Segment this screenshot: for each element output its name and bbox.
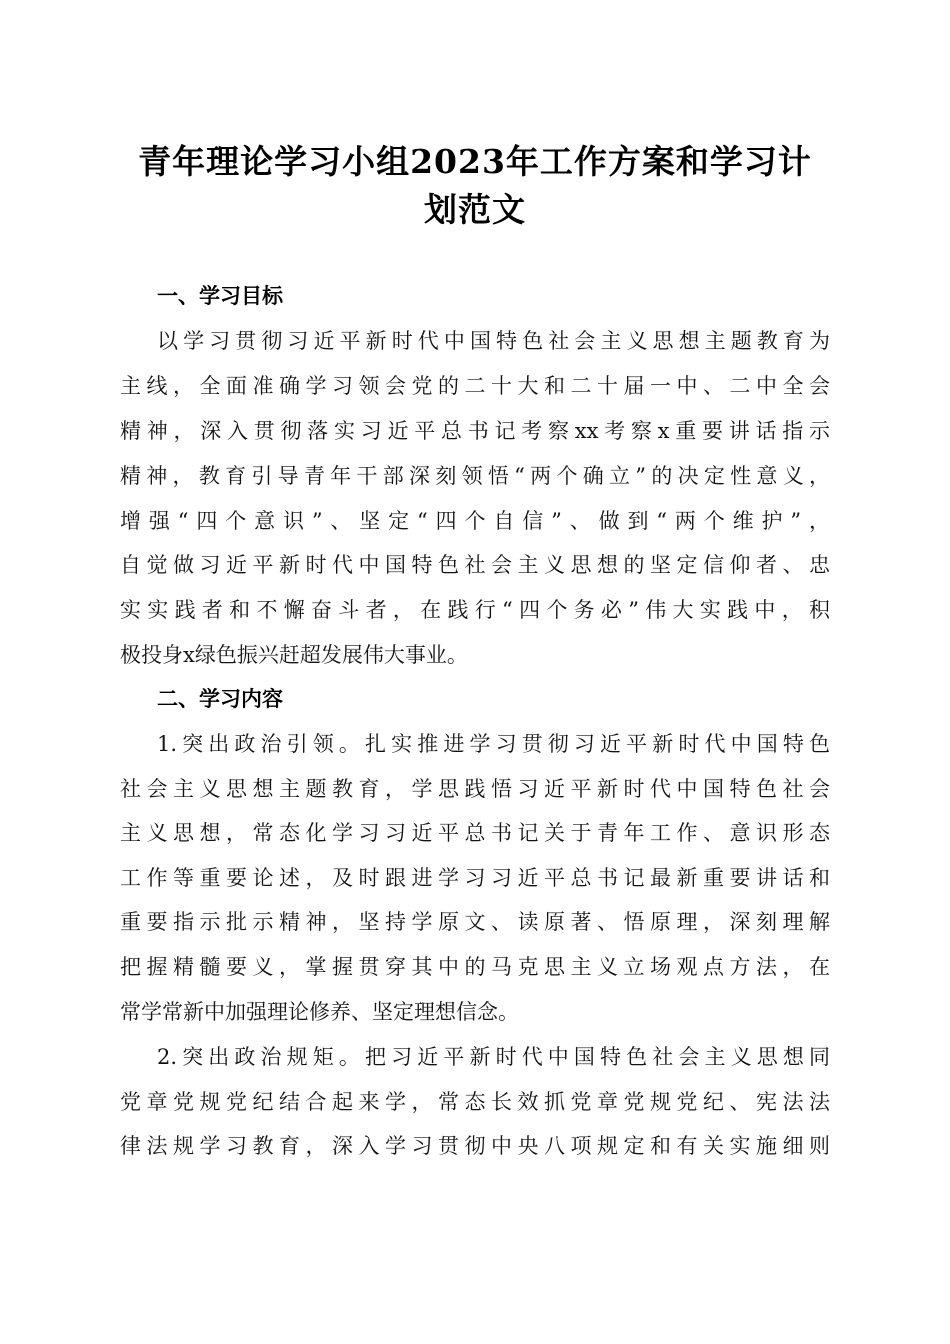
paragraph-line: 律法规学习教育，深入学习贯彻中央八项规定和有关实施细则 <box>120 1134 830 1158</box>
paragraph-line: 工作等重要论述，及时跟进学习习近平总书记最新重要讲话和 <box>120 866 830 890</box>
paragraph-line: 主义思想，常态化学习习近平总书记关于青年工作、意识形态 <box>120 821 830 845</box>
paragraph-line: 党章党规党纪结合起来学，常态长效抓党章党规党纪、宪法法 <box>120 1090 830 1114</box>
paragraph-line: 以学习贯彻习近平新时代中国特色社会主义思想主题教育为 <box>157 329 830 353</box>
section-heading-content: 二、学习内容 <box>157 687 283 711</box>
paragraph-line: 把握精髓要义，掌握贯穿其中的马克思主义立场观点方法，在 <box>120 955 830 979</box>
paragraph-line: 常学常新中加强理论修养、坚定理想信念。 <box>120 1000 519 1024</box>
paragraph-line: 社会主义思想主题教育，学思践悟习近平新时代中国特色社会 <box>120 777 830 801</box>
document-title-line-1: 青年理论学习小组2023年工作方案和学习计 <box>138 142 812 181</box>
paragraph-line: 自觉做习近平新时代中国特色社会主义思想的坚定信仰者、忠 <box>120 553 830 577</box>
document-title-line-2: 划范文 <box>424 190 526 229</box>
paragraph-line: 精神，深入贯彻落实习近平总书记考察xx考察x重要讲话指示 <box>120 419 830 443</box>
paragraph-line: 1.突出政治引领。扎实推进学习贯彻习近平新时代中国特色 <box>157 732 830 756</box>
paragraph-line: 精神，教育引导青年干部深刻领悟“两个确立”的决定性意义， <box>120 464 830 488</box>
section-heading-goals: 一、学习目标 <box>157 284 283 308</box>
paragraph-line: 增强“四个意识”、坚定“四个自信”、做到“两个维护”， <box>120 509 830 533</box>
paragraph-line: 2.突出政治规矩。把习近平新时代中国特色社会主义思想同 <box>157 1045 830 1069</box>
paragraph-line: 重要指示批示精神，坚持学原文、读原著、悟原理，深刻理解 <box>120 910 830 934</box>
paragraph-line: 主线，全面准确学习领会党的二十大和二十届一中、二中全会 <box>120 374 830 398</box>
paragraph-line: 极投身x绿色振兴赶超发展伟大事业。 <box>120 643 468 667</box>
paragraph-line: 实实践者和不懈奋斗者，在践行“四个务必”伟大实践中，积 <box>120 598 830 622</box>
